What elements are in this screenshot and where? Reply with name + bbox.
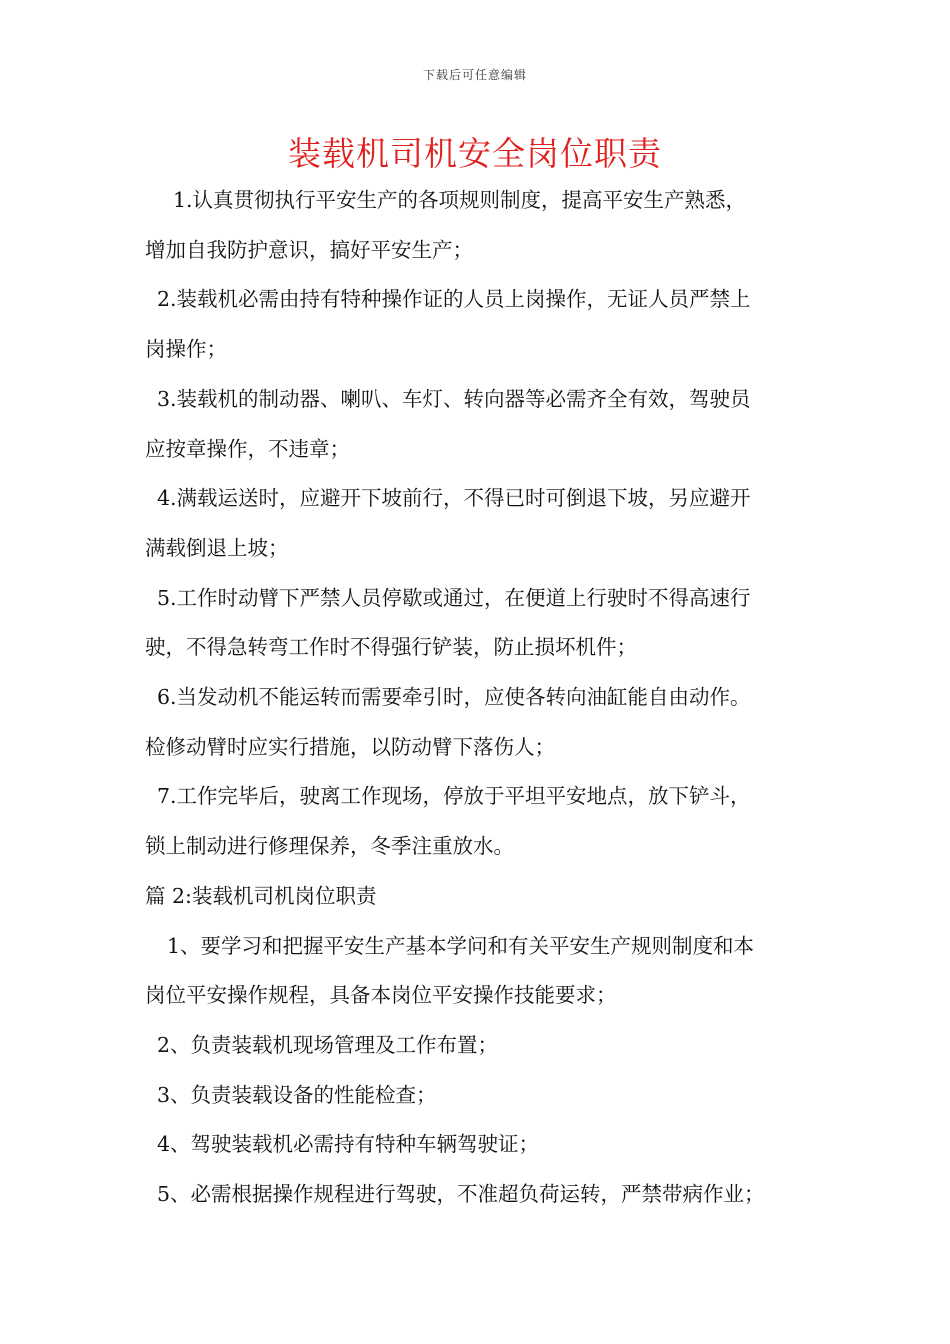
header-note: 下载后可任意编辑 — [422, 68, 527, 82]
paragraph-line: 6.当发动机不能运转而需要牵引时，应使各转向油缸能自由动作。 — [157, 685, 751, 710]
paragraph-line: 2、负责装载机现场管理及工作布置； — [157, 1032, 499, 1057]
document-title: 装载机司机安全岗位职责 — [288, 134, 662, 173]
paragraph-line: 岗位平安操作规程，具备本岗位平安操作技能要求； — [145, 983, 617, 1008]
paragraph-line: 5、必需根据操作规程进行驾驶，不准超负荷运转，严禁带病作业； — [157, 1182, 765, 1207]
paragraph-line: 1.认真贯彻执行平安生产的各项规则制度，提高平安生产熟悉， — [173, 188, 747, 212]
paragraph-line: 3.装载机的制动器、喇叭、车灯、转向器等必需齐全有效，驾驶员 — [157, 386, 751, 411]
paragraph-line: 增加自我防护意识，搞好平安生产； — [145, 237, 473, 262]
paragraph-line: 7.工作完毕后，驶离工作现场，停放于平坦平安地点，放下铲斗， — [157, 784, 751, 809]
paragraph-line: 岗操作； — [145, 337, 227, 362]
paragraph-line: 1、要学习和把握平安生产基本学问和有关平安生产规则制度和本 — [167, 933, 755, 958]
paragraph-line: 4、驾驶装载机必需持有特种车辆驾驶证； — [157, 1132, 540, 1157]
paragraph-line: 5.工作时动臂下严禁人员停歇或通过，在便道上行驶时不得高速行 — [157, 585, 751, 610]
paragraph-line: 4.满载运送时，应避开下坡前行，不得已时可倒退下坡，另应避开 — [157, 486, 751, 511]
paragraph-line: 锁上制动进行修理保养，冬季注重放水。 — [145, 834, 514, 859]
paragraph-line: 检修动臂时应实行措施，以防动臂下落伤人； — [145, 734, 555, 759]
paragraph-line: 3、负责装载设备的性能检查； — [157, 1082, 437, 1107]
paragraph-line: 满载倒退上坡； — [145, 535, 289, 560]
section-heading: 篇 2:装载机司机岗位职责 — [145, 883, 377, 908]
paragraph-line: 应按章操作，不违章； — [145, 436, 350, 461]
paragraph-line: 驶，不得急转弯工作时不得强行铲装，防止损坏机件； — [145, 635, 637, 660]
paragraph-line: 2.装载机必需由持有特种操作证的人员上岗操作，无证人员严禁上 — [157, 287, 751, 312]
document-body — [145, 176, 817, 1220]
